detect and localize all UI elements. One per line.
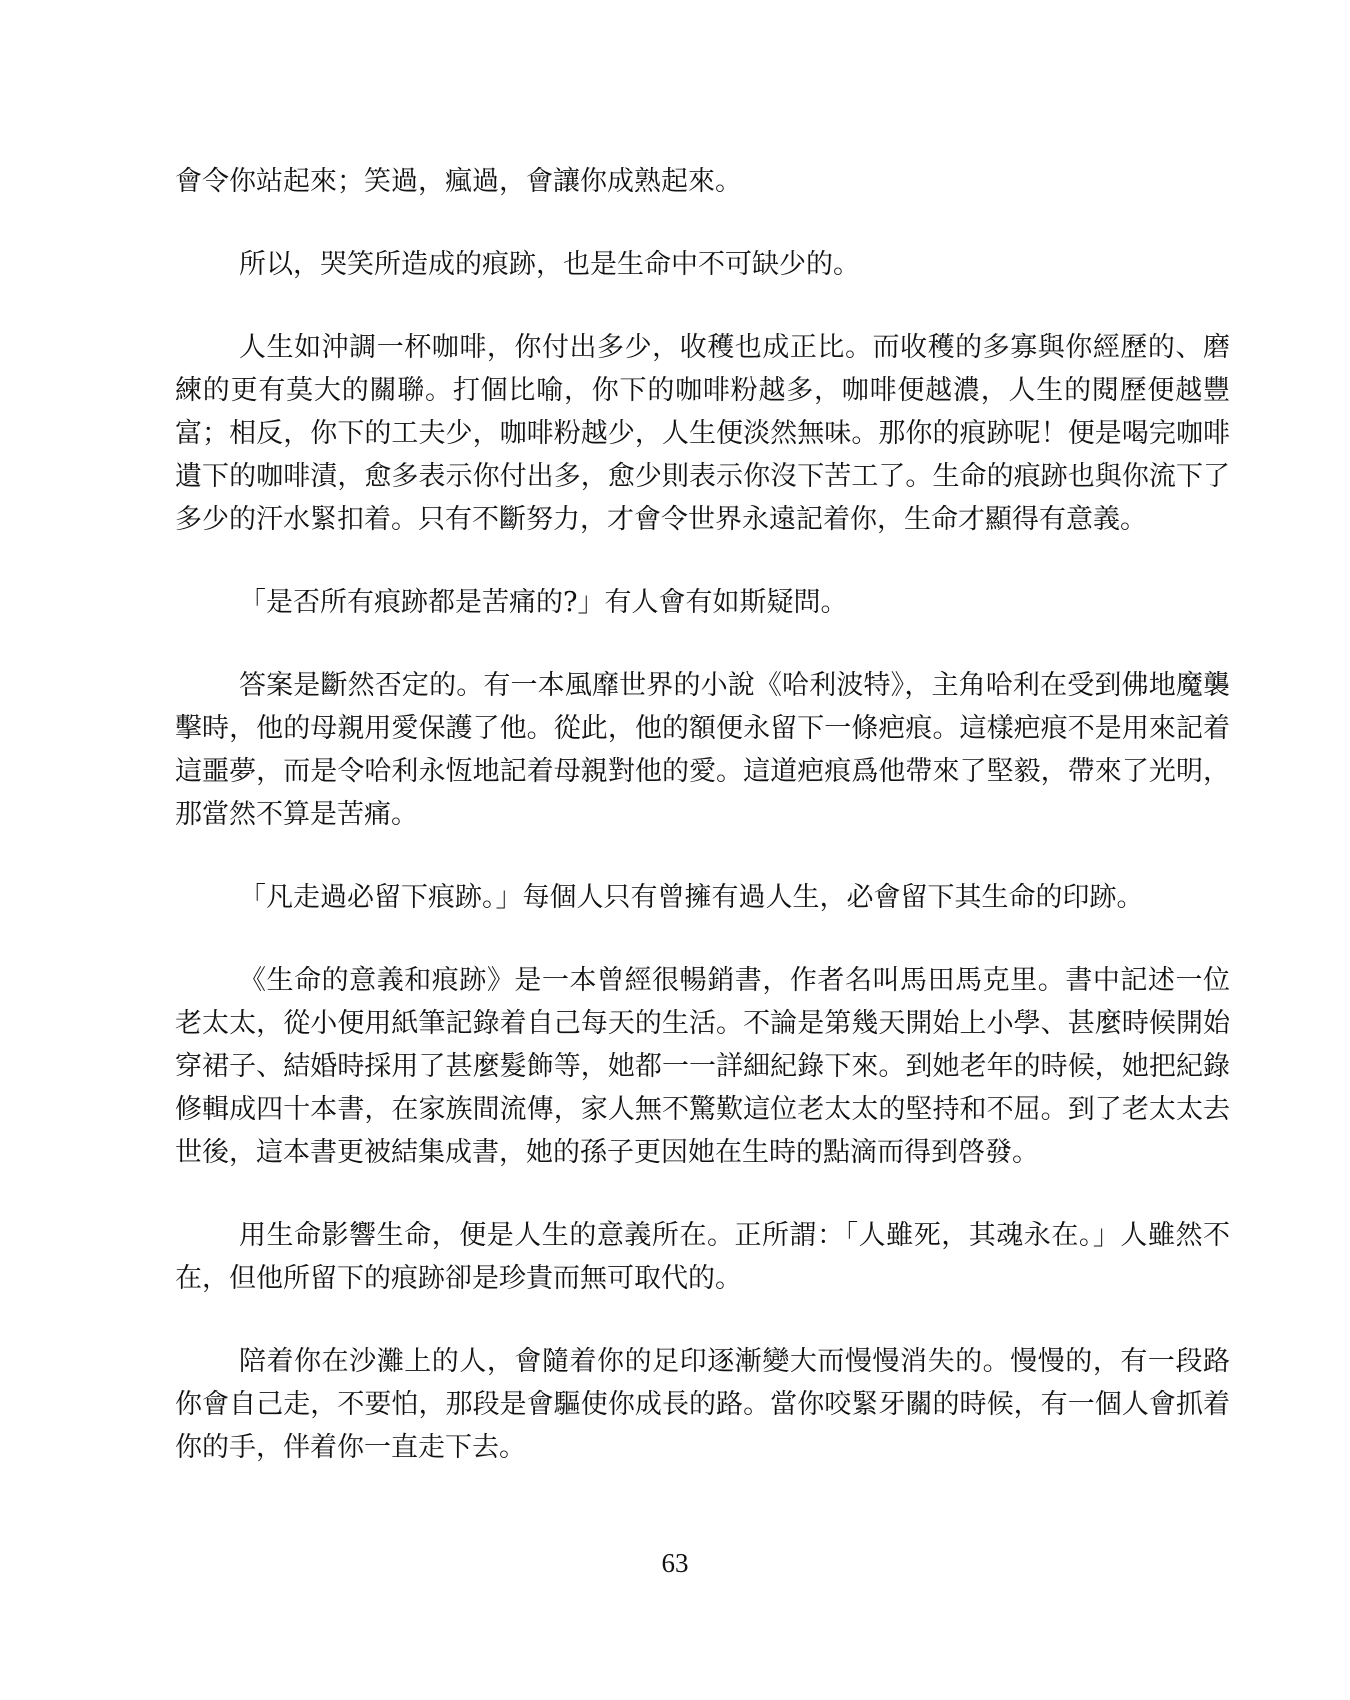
body-text xyxy=(175,160,1230,1509)
paragraph: 所以，哭笑所造成的痕跡，也是生命中不可缺少的。 xyxy=(239,249,860,280)
paragraph: 用生命影響生命，便是人生的意義所在。正所謂：「人雖死，其魂永在。」人雖然不在，但他所留下的痕跡卻是珍貴而無可取代的。 xyxy=(175,1220,1230,1294)
paragraph: 「是否所有痕跡都是苦痛的?」有人會有如斯疑問。 xyxy=(239,587,848,618)
paragraph: 人生如沖調一杯咖啡，你付出多少，收穫也成正比。而收穫的多寡與你經歷的、磨練的更有莫大的關聯。打個比喻，你下的咖啡粉越多，咖啡便越濃，人生的閱歷便越豐富；相反，你下的工夫少，咖啡粉越少，人生便淡然無味。那你的痕跡呢！便是喝完咖啡遺下的咖啡漬，愈多表示你付出多，愈少則表示你沒下苦工了。生命的痕跡也與你流下了多少的汗水緊扣着。只有不斷努力，才會令世界永遠記着你，生命才顯得有意義。 xyxy=(175,332,1230,535)
page-number: 63 xyxy=(661,1548,689,1578)
paragraph: 《生命的意義和痕跡》是一本曾經很暢銷書，作者名叫馬田馬克里。書中記述一位老太太，從小便用紙筆記錄着自己每天的生活。不論是第幾天開始上小學、甚麼時候開始穿裙子、結婚時採用了甚麼髮飾等，她都一一詳細紀錄下來。到她老年的時候，她把紀錄修輯成四十本書，在家族間流傳，家人無不驚歎這位老太太的堅持和不屈。到了老太太去世後，這本書更被結集成書，她的孫子更因她在生時的點滴而得到啓發。 xyxy=(175,965,1230,1168)
paragraph: 「凡走過必留下痕跡。」每個人只有曾擁有過人生，必會留下其生命的印跡。 xyxy=(239,882,1144,913)
paragraph: 陪着你在沙灘上的人，會隨着你的足印逐漸變大而慢慢消失的。慢慢的，有一段路你會自己走，不要怕，那段是會驅使你成長的路。當你咬緊牙關的時候，有一個人會抓着你的手，伴着你一直走下去。 xyxy=(175,1346,1230,1463)
paragraph-continuation: 會令你站起來；笑過，瘋過，會讓你成熟起來。 xyxy=(175,166,742,197)
paragraph: 答案是斷然否定的。有一本風靡世界的小說《哈利波特》，主角哈利在受到佛地魔襲擊時，他的母親用愛保護了他。從此，他的額便永留下一條疤痕。這樣疤痕不是用來記着這噩夢，而是令哈利永恆地記着母親對他的愛。這道疤痕爲他帶來了堅毅，帶來了光明，那當然不算是苦痛。 xyxy=(175,670,1230,830)
